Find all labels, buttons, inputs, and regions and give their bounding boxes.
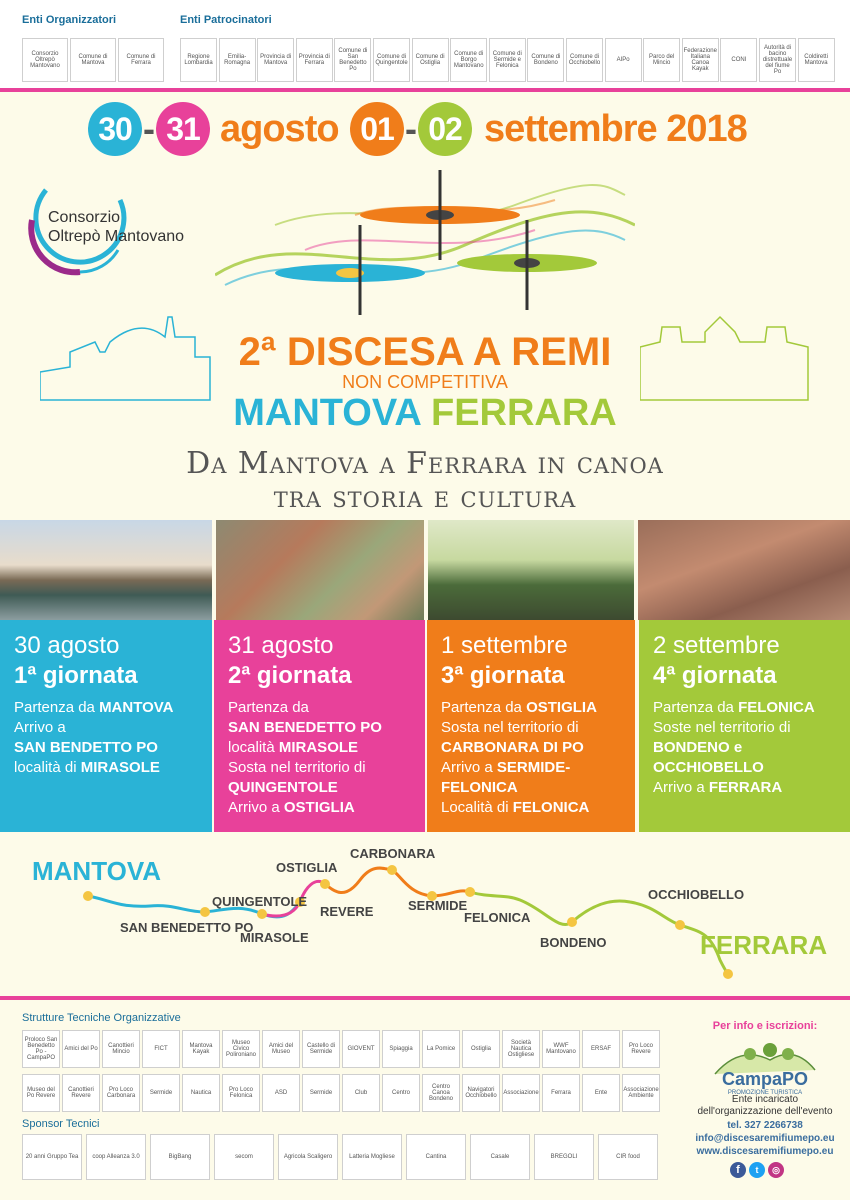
day-line: Arrivo a OSTIGLIA [228, 799, 355, 816]
footer-divider [0, 996, 850, 1000]
campapo-name: CampaPO [721, 1069, 809, 1089]
tech-logo: Castello di Sermide [302, 1030, 340, 1068]
day-line: Partenza da FELONICA [653, 699, 815, 716]
consorzio-name [48, 208, 184, 246]
patron-logo: Parco del Mincio [643, 38, 680, 82]
day-number: 3ª giornata [441, 662, 565, 689]
tech-logo: Navigatori Occhiobello [462, 1074, 500, 1112]
tech-logo: Sermide [142, 1074, 180, 1112]
social-icons [730, 1162, 784, 1178]
ente-line1: Ente incaricato [731, 1094, 799, 1105]
tech-logo: Proloco San Benedetto Po - CampaPO [22, 1030, 60, 1068]
tech-logo: Amici del Po [62, 1030, 100, 1068]
patron-logo: Comune di Sermide e Felonica [489, 38, 526, 82]
route-start: MANTOVA [32, 856, 162, 886]
tech-label: Strutture Tecniche Organizzative [22, 1012, 181, 1024]
organizer-logo: Comune di Mantova [70, 38, 116, 82]
day-line: CARBONARA DI PO [441, 739, 584, 756]
patron-logo: AIPo [605, 38, 642, 82]
day-line: Arrivo a SERMIDE-FELONICA [441, 759, 571, 796]
route-stop-bondeno: BONDENO [540, 935, 607, 950]
patron-logo: Provincia di Ferrara [296, 38, 333, 82]
organizer-logo: Comune di Ferrara [118, 38, 164, 82]
campapo-sub: PROMOZIONE TURISTICA [727, 1090, 803, 1096]
month-settembre: settembre 2018 [484, 108, 747, 150]
tech-logo: Museo del Po Revere [22, 1074, 60, 1112]
contact-email[interactable]: info@discesaremifiumepo.eu [695, 1133, 835, 1144]
tech-logo: Ente [582, 1074, 620, 1112]
event-subtitle: NON COMPETITIVA [342, 372, 508, 392]
info-label: Per info e iscrizioni: [712, 1020, 818, 1032]
tech-logo: Amici del Museo [262, 1030, 300, 1068]
day-line: Arrivo a [14, 719, 66, 736]
day-date: 2 settembre [653, 632, 780, 659]
event-to: FERRARA [430, 392, 617, 434]
day-card [214, 620, 425, 832]
contact-tel[interactable]: tel. 327 2266738 [727, 1120, 803, 1131]
date-dash: - [405, 108, 417, 149]
day-line: Arrivo a FERRARA [653, 779, 783, 796]
route-stop-san-benedetto: SAN BENEDETTO PO [120, 920, 254, 935]
day-line: QUINGENTOLE [228, 779, 338, 796]
tech-logo: Canottieri Revere [62, 1074, 100, 1112]
tech-logo: Ostiglia [462, 1030, 500, 1068]
sponsor-logo: Agricola Scaligero [278, 1134, 338, 1180]
day-line: Sosta nel territorio di [441, 719, 579, 736]
day-card [639, 620, 850, 832]
tech-logo: ASD [262, 1074, 300, 1112]
campapo-logo [690, 1040, 840, 1096]
patron-logo: Regione Lombardia [180, 38, 217, 82]
day-card [427, 620, 635, 832]
route-end: FERRARA [700, 930, 828, 960]
tech-logo: Associazione [502, 1074, 540, 1112]
tech-logo: Spiaggia [382, 1030, 420, 1068]
consorzio-line1: Consorzio [48, 209, 121, 226]
consorzio-line2: Oltrepò Mantovano [48, 228, 185, 245]
day-number: 2ª giornata [228, 662, 352, 689]
instagram-icon[interactable]: ◎ [768, 1162, 784, 1178]
tech-logo: Nautica [182, 1074, 220, 1112]
tech-logo: Pro Loco Felonica [222, 1074, 260, 1112]
day-date: 1 settembre [441, 632, 568, 659]
day-number: 4ª giornata [653, 662, 777, 689]
sponsor-label: Sponsor Tecnici [22, 1118, 100, 1130]
day-line: Partenza da [228, 699, 309, 716]
date-circle-30: 30 [88, 102, 142, 156]
patron-logo: CONI [720, 38, 757, 82]
tech-logo: ERSAF [582, 1030, 620, 1068]
patron-logo: Autorità di bacino distrettuale del fiume Po [759, 38, 796, 82]
day-line: Partenza da MANTOVA [14, 699, 174, 716]
ente-line2: dell'organizzazione dell'evento [697, 1106, 833, 1117]
sponsor-logo: CIR food [598, 1134, 658, 1180]
sponsor-logo: Cantina [406, 1134, 466, 1180]
date-circle-31: 31 [156, 102, 210, 156]
day-line: Sosta nel territorio di [228, 759, 366, 776]
day-date: 31 agosto [228, 632, 334, 659]
month-agosto: agosto [220, 108, 339, 150]
route-stop-carbonara: CARBONARA [350, 846, 436, 861]
photo-mantova [0, 520, 212, 620]
tech-logo: Centro Canoa Bondeno [422, 1074, 460, 1112]
tech-logo: Club [342, 1074, 380, 1112]
tech-logo: Pro Loco Carbonara [102, 1074, 140, 1112]
day-line: località MIRASOLE [228, 739, 359, 756]
route-stop-felonica: FELONICA [464, 910, 531, 925]
sponsor-logo: Casale [470, 1134, 530, 1180]
tech-logo: FICT [142, 1030, 180, 1068]
sponsor-logo: secom [214, 1134, 274, 1180]
sponsor-header [0, 0, 850, 92]
event-title: 2ª DISCESA A REMI [238, 330, 612, 374]
day-line: SAN BENEDETTO PO [228, 719, 382, 736]
route-stop-ostiglia: OSTIGLIA [276, 860, 338, 875]
tech-logo: La Pomice [422, 1030, 460, 1068]
sponsor-logo: Latteria Mogliese [342, 1134, 402, 1180]
sponsor-logo: BREGOLI [534, 1134, 594, 1180]
tech-logo: Sermide [302, 1074, 340, 1112]
day-card [0, 620, 212, 832]
date-circle-02: 02 [418, 102, 472, 156]
tagline-line1: Da Mantova a Ferrara in canoa [186, 446, 664, 481]
day-line: località di MIRASOLE [14, 759, 160, 776]
event-route [0, 392, 850, 435]
day-line: Località di FELONICA [441, 799, 590, 816]
photo-ostiglia [428, 520, 634, 620]
tagline-line2: tra storia e cultura [273, 480, 577, 515]
date-dash: - [143, 108, 155, 149]
organizer-logo: Consorzio Oltrepò Mantovano [22, 38, 68, 82]
patron-logo: Emilia-Romagna [219, 38, 256, 82]
sponsor-logo: BigBang [150, 1134, 210, 1180]
photo-ferrara [638, 520, 850, 620]
day-line: OCCHIOBELLO [653, 759, 764, 776]
tech-logo: Ferrara [542, 1074, 580, 1112]
patron-logo: Comune di Quingentole [373, 38, 410, 82]
tech-logo: Associazione Ambiente [622, 1074, 660, 1112]
sponsor-logo: coop Alleanza 3.0 [86, 1134, 146, 1180]
tech-logo: GIOVENT [342, 1030, 380, 1068]
route-stop-mirasole: MIRASOLE [240, 930, 309, 945]
day-date: 30 agosto [14, 632, 120, 659]
twitter-icon[interactable]: t [749, 1162, 765, 1178]
tech-logo: Museo Civico Polironiano [222, 1030, 260, 1068]
tech-logo: WWF Mantovano [542, 1030, 580, 1068]
route-stop-sermide: SERMIDE [408, 898, 468, 913]
route-stop-revere: REVERE [320, 904, 374, 919]
route-stop-occhiobello: OCCHIOBELLO [648, 887, 745, 902]
contact-web[interactable]: www.discesaremifiumepo.eu [696, 1146, 834, 1157]
sponsor-logo: 20 anni Gruppo Tea [22, 1134, 82, 1180]
tech-logo: Centro [382, 1074, 420, 1112]
patron-logo: Comune di Borgo Mantovano [450, 38, 487, 82]
patron-logo: Provincia di Mantova [257, 38, 294, 82]
tech-logo: Pro Loco Revere [622, 1030, 660, 1068]
patron-logo: Federazione Italiana Canoa Kayak [682, 38, 719, 82]
day-line: Soste nel territorio di [653, 719, 791, 736]
patron-logo: Comune di Occhiobello [566, 38, 603, 82]
day-line: BONDENO e [653, 739, 743, 756]
day-line: Partenza da OSTIGLIA [441, 699, 597, 716]
organizers-label: Enti Organizzatori [22, 14, 117, 26]
patron-logo: Comune di San Benedetto Po [334, 38, 371, 82]
facebook-icon[interactable]: f [730, 1162, 746, 1178]
patron-logo: Comune di Bondeno [527, 38, 564, 82]
date-circle-01: 01 [350, 102, 404, 156]
tech-logo: Società Nautica Ostigliese [502, 1030, 540, 1068]
patrons-label: Enti Patrocinatori [180, 14, 272, 26]
day-number: 1ª giornata [14, 662, 138, 689]
day-line: SAN BENDETTO PO [14, 739, 158, 756]
event-from: MANTOVA [233, 392, 421, 434]
route-stop-quingentole: QUINGENTOLE [212, 894, 308, 909]
patron-logo: Coldiretti Mantova [798, 38, 835, 82]
tech-logo: Mantova Kayak [182, 1030, 220, 1068]
canoes-illustration [215, 165, 635, 315]
photo-san-benedetto [216, 520, 424, 620]
tech-logo: Canottieri Mincio [102, 1030, 140, 1068]
patron-logo: Comune di Ostiglia [412, 38, 449, 82]
